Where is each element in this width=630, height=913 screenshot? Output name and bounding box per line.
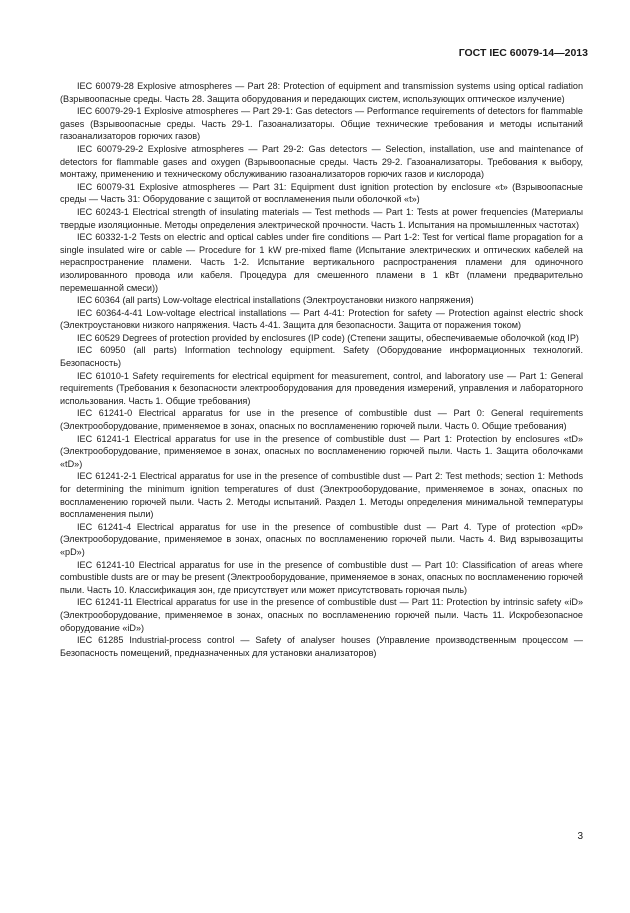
standard-code-header: ГОСТ IEC 60079-14—2013 [458,47,588,59]
reference-entry: IEC 61241-4 Electrical apparatus for use in the presence of combustible dust — Part 4. Type of protection «pD» (Электрооборудование, применяемое в зонах, опасных по воспламенению горючей пыли. Часть 4. Вид взрывозащиты «pD») [60,521,583,557]
reference-entry: IEC 61241-2-1 Electrical apparatus for use in the presence of combustible dust — Part 2: Test methods; section 1: Methods for determining the minimum ignition temperatures of dust (Электрооборудование, применяемое в зонах, опасных по воспламенению горючей пыли. Часть 2. Методы испытаний. Раздел 1. Методы определения минимальной температуры воспламенения пыли) [60,471,583,520]
reference-entry: IEC 60529 Degrees of protection provided by enclosures (IP code) (Степени защиты, обеспечиваемые оболочкой (код IP) [77,332,579,343]
reference-entry: IEC 60079-29-2 Explosive atmospheres — Part 29-2: Gas detectors — Selection, installation, use and maintenance of detectors for flammable gases and oxygen (Взрывоопасные среды. Часть 29-2. Газоанализаторы. Требования к выбору, монтажу, применению и техническому обслуживанию газоанализаторов горючих газов и кислорода) [60,143,583,180]
reference-entry: IEC 61241-1 Electrical apparatus for use in the presence of combustible dust — Part 1: Protection by enclosures «tD» (Электрооборудование, применяемое в зонах, опасных по воспламенению горючей пыли. Часть 1. Защита оболочками «tD») [60,433,583,469]
reference-entry: IEC 60364-4-41 Low-voltage electrical installations — Part 4-41: Protection for safety — Protection against electric shock (Электроустановки низкого напряжения. Часть 4-41. Защита для безопасности. Защита от поражения током) [60,307,583,331]
reference-entry: IEC 60243-1 Electrical strength of insulating materials — Test methods — Part 1: Tests at power frequencies (Материалы твердые изоляционные. Методы определения электрической прочности. Часть 1. Испытания на промышленных частотах) [60,206,583,230]
reference-entry: IEC 61285 Industrial-process control — Safety of analyser houses (Управление производственным процессом — Безопасность помещений, предназначенных для установки анализаторов) [60,635,583,658]
reference-entry: IEC 60079-31 Explosive atmospheres — Part 31: Equipment dust ignition protection by enclosure «t» (Взрывоопасные среды — Часть 31: Оборудование с защитой от воспламенения пыли оболочкой «t») [60,181,583,205]
reference-entry: IEC 60950 (all parts) Information technology equipment. Safety (Оборудование информационных технологий. Безопасность) [60,345,583,369]
reference-entry: IEC 61241-0 Electrical apparatus for use in the presence of combustible dust — Part 0: General requirements (Электрооборудование, применяемое в зонах, опасных по воспламенению горючей пыли. Часть 0. Общие требования) [60,408,583,432]
reference-entry: IEC 60079-29-1 Explosive atmospheres — Part 29-1: Gas detectors — Performance requirements of detectors for flammable gases (Взрывоопасные среды. Часть 29-1. Газоанализаторы. Общие технические требования и методы испытаний газоанализаторов горючих газов) [60,106,583,142]
reference-entry: IEC 60364 (all parts) Low-voltage electrical installations (Электроустановки низкого напряжения) [77,295,474,306]
reference-entry: IEC 60079-28 Explosive atmospheres — Part 28: Protection of equipment and transmission systems using optical radiation (Взрывоопасные среды. Часть 28. Защита оборудования и передающих систем, использующих оптическое излучение) [60,81,583,104]
page-number: 3 [577,831,583,842]
reference-entry: IEC 61241-10 Electrical apparatus for use in the presence of combustible dust — Part 10: Classification of areas where combustible dusts are or may be present (Электрооборудование, применяемое в зонах, опасных по воспламенению горючей пыли. Часть 10. Классификация зон, где присутствует или может присутствовать горючая пыль) [60,559,583,595]
reference-entry: IEC 60332-1-2 Tests on electric and optical cables under fire conditions — Part 1-2: Test for vertical flame propagation for a single insulated wire or cable — Procedure for 1 kW pre-mixed flame (Испытание электрических и оптических кабелей на нераспространение пламени. Часть 1-2. Испытание вертикального распространения пламени для одиночного изолированного провода или кабеля. Процедура для смешенного пламени в 1 кВт (пламени предварительно перемешанной смеси)) [60,232,583,293]
reference-entry: IEC 61010-1 Safety requirements for electrical equipment for measurement, control, and laboratory use — Part 1: General requirements (Требования к безопасности электрооборудования для проведения измерений, управления и лабораторного использования. Часть 1. Общие требования) [60,370,583,406]
references-list [60,80,583,659]
reference-entry: IEC 61241-11 Electrical apparatus for use in the presence of combustible dust — Part 11: Protection by intrinsic safety «iD» (Электрооборудование, применяемое в зонах, опасных по воспламенению горючей пыли. Часть 11. Искробезопасное оборудование «iD») [60,597,583,633]
